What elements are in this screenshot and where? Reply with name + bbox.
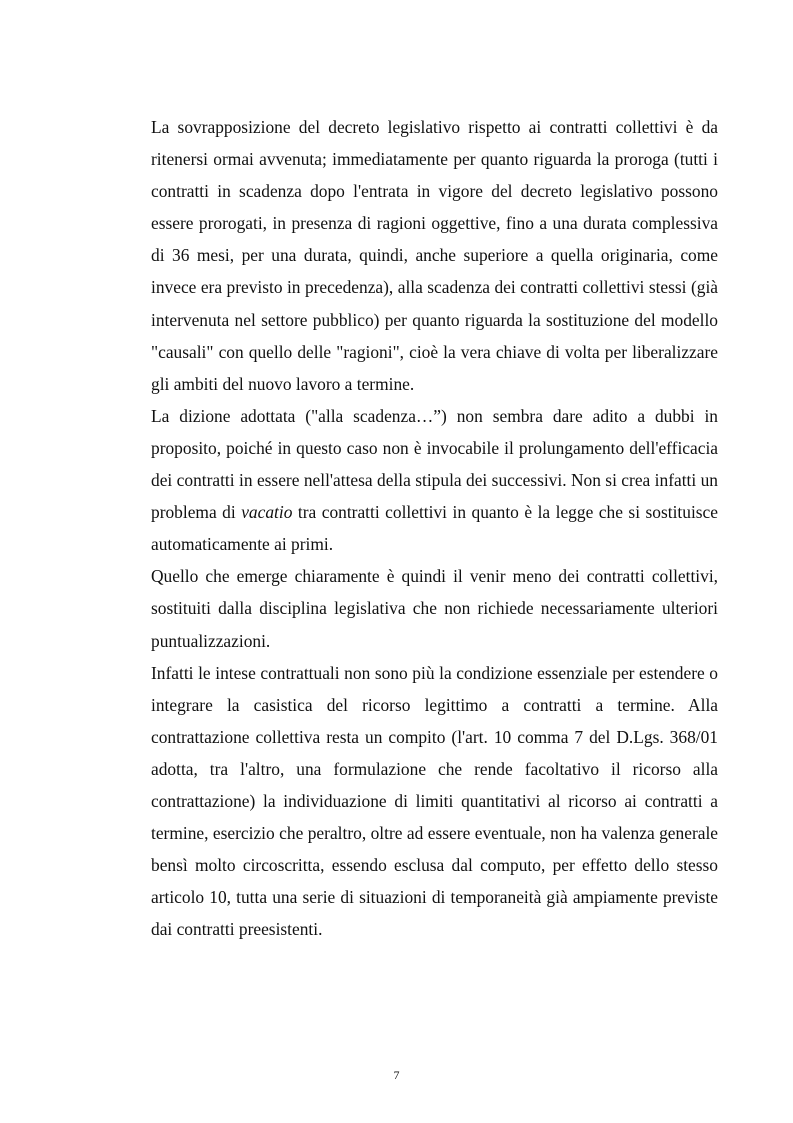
page-number: 7 [393, 1068, 400, 1082]
paragraph-4 [151, 657, 718, 946]
paragraph-1 [151, 111, 718, 400]
paragraph-2-italic-term: vacatio [241, 502, 293, 523]
paragraph-1-text: La sovrapposizione del decreto legislativo rispetto ai contratti collettivi è da ritenersi ormai avvenuta; immediatamente per quanto riguarda la proroga (tutti i contratti in scadenza dopo l'entrata in vigore del decreto legislativo possono essere prorogati, in presenza di ragioni oggettive, fino a una durata complessiva di 36 mesi, per una durata, quindi, anche superiore a quella originaria, come invece era previsto in precedenza), alla scadenza dei contratti collettivi stessi (già intervenuta nel settore pubblico) per quanto riguarda la sostituzione del modello "causali" con quello delle "ragioni", cioè la vera chiave di volta per liberalizzare gli ambiti del nuovo lavoro a termine. [151, 117, 718, 394]
paragraph-2 [151, 400, 718, 560]
body-text [151, 111, 718, 945]
paragraph-2-text-a: La dizione adottata ("alla scadenza…”) non sembra dare adito a dubbi in proposito, poiché in questo caso non è invocabile il prolungamento dell'efficacia dei contratti in essere nell'attesa della stipula dei successivi. Non si crea infatti un problema di [151, 405, 718, 523]
paragraph-4-text: Infatti le intese contrattuali non sono più la condizione essenziale per estendere o integrare la casistica del ricorso legittimo a contratti a termine. Alla contrattazione collettiva resta un compito (l'art. 10 comma 7 del D.Lgs. 368/01 adotta, tra l'altro, una formulazione che rende facoltativo il ricorso alla contrattazione) la individuazione di limiti quantitativi al ricorso ai contratti a termine, esercizio che peraltro, oltre ad essere eventuale, non ha valenza generale bensì molto circoscritta, essendo esclusa dal computo, per effetto dello stesso articolo 10, tutta una serie di situazioni di temporaneità già ampiamente previste dai contratti preesistenti. [151, 662, 718, 940]
paragraph-2-text-b: tra contratti collettivi in quanto è la legge che si sostituisce automaticamente ai primi. [151, 502, 718, 555]
paragraph-3 [151, 560, 718, 656]
paragraph-3-text: Quello che emerge chiaramente è quindi il venir meno dei contratti collettivi, sostituiti dalla disciplina legislativa che non richiede necessariamente ulteriori puntualizzazioni. [151, 566, 718, 651]
